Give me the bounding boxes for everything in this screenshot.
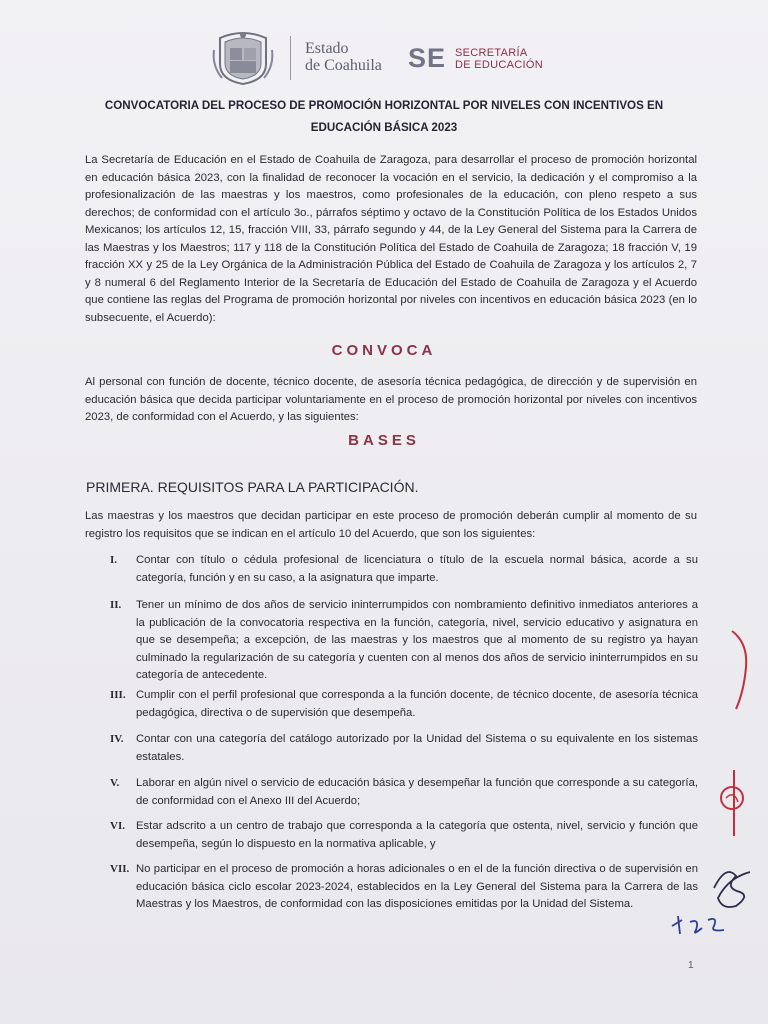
se-logo: SE bbox=[408, 43, 447, 73]
convoca-heading: CONVOCA bbox=[331, 342, 437, 359]
header-divider bbox=[290, 36, 291, 80]
requisito-text: Laborar en algún nivel o servicio de educación básica y desempeñar la función que corresponde a su categoría, de conformidad con el Anexo III del Acuerdo; bbox=[136, 777, 698, 807]
requisito-item bbox=[110, 861, 698, 914]
estado-line2: de Coahuila bbox=[305, 57, 382, 74]
estado-line1: Estado bbox=[305, 40, 349, 57]
handwritten-initials-blue bbox=[668, 912, 734, 938]
requisito-item bbox=[110, 552, 698, 587]
requisito-text: Estar adscrito a un centro de trabajo que corresponda a la categoría que ostenta, nivel, servicio y función que desempeña, según lo dispuesto en la normativa aplicable, y bbox=[136, 820, 698, 850]
requisito-number: VII. bbox=[110, 863, 130, 875]
handwritten-initial-red bbox=[712, 768, 756, 840]
requisito-text: No participar en el proceso de promoción a horas adicionales o en el de la función directiva o de supervisión en educación básica ciclo escolar 2023-2024, establecidos en la Ley General del Sistema para la Carrera de las Maestras y los Maestros, de conformidad con las disposiciones emitidas por la Unidad del Sistema. bbox=[136, 863, 698, 910]
handwritten-signature bbox=[706, 858, 758, 914]
requisito-number: VI. bbox=[110, 820, 125, 832]
bases-heading: BASES bbox=[348, 432, 420, 449]
requisito-item bbox=[110, 818, 698, 853]
requisito-number: I. bbox=[110, 554, 118, 566]
requisito-text: Cumplir con el perfil profesional que corresponda a la función docente, de técnico docente, de asesoría técnica pedagógica, directiva o de supervisión que desempeña. bbox=[136, 689, 698, 719]
requisito-text: Contar con una categoría del catálogo autorizado por la Unidad del Sistema o su equivalente en los sistemas estatales. bbox=[136, 733, 698, 763]
secretaria-line1: SECRETARÍA bbox=[455, 47, 528, 59]
primera-label: PRIMERA. bbox=[86, 479, 154, 495]
intro-paragraph: La Secretaría de Educación en el Estado de Coahuila de Zaragoza, para desarrollar el proceso de promoción horizontal en educación básica 2023, con la finalidad de reconocer la vocación en el servicio, la dedicación y el compromiso a la profesionalización de las maestras y los maestros, como profesionales de la educación, con pleno respeto a sus derechos; de conformidad con el artículo 3o., párrafos séptimo y octavo de la Constitución Política de los Estados Unidos Mexicanos; los artículos 12, 15, fracción VIII, 33, párrafo segundo y 44, de la Ley General del Sistema para la Carrera de las Maestras y los Maestros; 117 y 118 de la Constitución Política del Estado de Coahuila de Zaragoza; 18 fracción V, 19 fracción XX y 25 de la Ley Orgánica de la Administración Pública del Estado de Coahuila de Zaragoza y los artículos 2, 7 y 8 numeral 6 del Reglamento Interior de la Secretaría de Educación del Estado de Coahuila de Zaragoza y el Acuerdo que contiene las reglas del Programa de promoción horizontal por niveles con incentivos en educación básica 2023 (en lo subsecuente, el Acuerdo): bbox=[85, 154, 697, 324]
coahuila-seal-icon bbox=[212, 30, 274, 86]
requisito-text: Contar con título o cédula profesional de licenciatura o título de la escuela normal básica, acorde a su categoría, función y en su caso, a la asignatura que imparte. bbox=[136, 554, 698, 584]
requisito-text: Tener un mínimo de dos años de servicio ininterrumpidos con nombramiento definitivo inmediatos anteriores a la publicación de la convocatoria respectiva en la función, categoría, nivel, servicio educativo y asignatura en que se desempeña; a excepción, de las maestras y los maestros que al momento de su registro ya hayan culminado la regularización de su categoría y cuenten con al menos dos años de servicio ininterrumpidos en su categoría de antecedente. bbox=[136, 599, 698, 681]
primera-paragraph: Las maestras y los maestros que decidan participar en este proceso de promoción deberán cumplir al momento de su registro los requisitos que se indican en el artículo 10 del Acuerdo, que son los siguientes: bbox=[85, 510, 697, 540]
secretaria-wordmark bbox=[455, 47, 543, 71]
document-title bbox=[80, 95, 688, 139]
estado-wordmark bbox=[305, 40, 382, 74]
requisito-number: V. bbox=[110, 777, 120, 789]
requisito-number: II. bbox=[110, 599, 122, 611]
primera-heading bbox=[86, 479, 418, 495]
requisito-item bbox=[110, 687, 698, 722]
convoca-paragraph: Al personal con función de docente, técnico docente, de asesoría técnica pedagógica, de dirección y de supervisión en educación básica que decida participar voluntariamente en el proceso de promoción horizontal por niveles con incentivos 2023, de conformidad con el Acuerdo, y las siguientes: bbox=[85, 376, 697, 423]
title-line1: CONVOCATORIA DEL PROCESO DE PROMOCIÓN HORIZONTAL POR NIVELES CON INCENTIVOS EN bbox=[104, 99, 664, 112]
page-number: 1 bbox=[688, 960, 694, 971]
letterhead bbox=[208, 26, 548, 90]
requisito-item bbox=[110, 731, 698, 766]
requisito-item bbox=[110, 775, 698, 810]
requisito-number: III. bbox=[110, 689, 126, 701]
requisito-number: IV. bbox=[110, 733, 124, 745]
handwritten-bracket-mark bbox=[718, 625, 758, 715]
requisito-item bbox=[110, 597, 698, 685]
secretaria-line2: DE EDUCACIÓN bbox=[455, 59, 543, 71]
primera-title: REQUISITOS PARA LA PARTICIPACIÓN. bbox=[153, 479, 419, 495]
title-line2: EDUCACIÓN BÁSICA 2023 bbox=[310, 121, 458, 134]
